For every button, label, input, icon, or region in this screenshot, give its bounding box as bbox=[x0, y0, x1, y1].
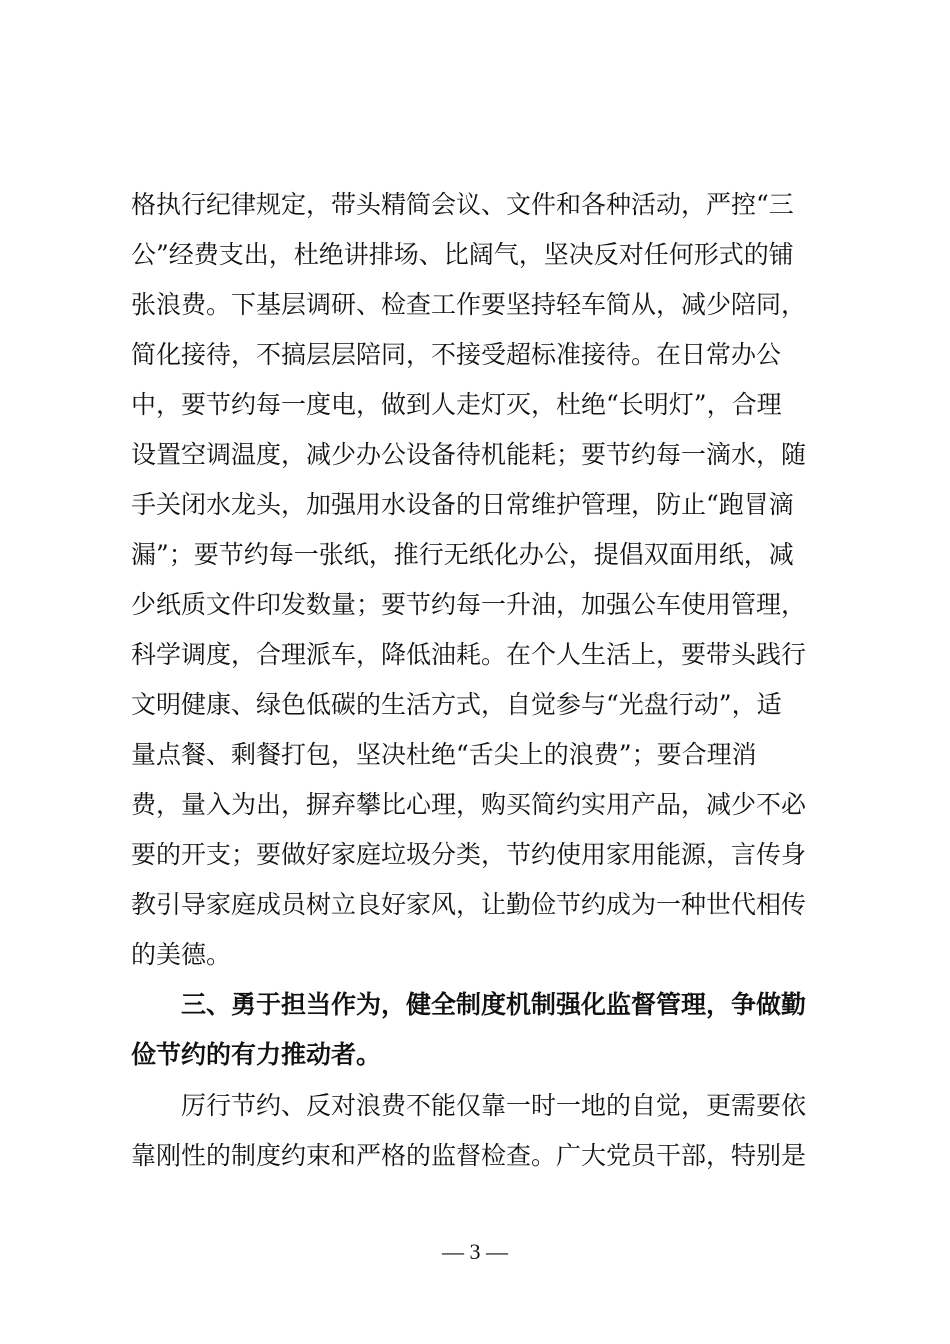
body-line: 要的开支；要做好家庭垃圾分类，节约使用家用能源，言传身 bbox=[131, 840, 807, 869]
body-line: 的美德。 bbox=[131, 940, 232, 969]
body-line: 靠刚性的制度约束和严格的监督检查。广大党员干部，特别是 bbox=[131, 1141, 807, 1170]
body-line: 公”经费支出，杜绝讲排场、比阔气，坚决反对任何形式的铺 bbox=[131, 240, 794, 269]
body-line: 漏”；要节约每一张纸，推行无纸化办公，提倡双面用纸，减 bbox=[131, 540, 794, 569]
body-line: 简化接待，不搞层层陪同，不接受超标准接待。在日常办公 bbox=[131, 340, 782, 369]
body-line: 手关闭水龙头，加强用水设备的日常维护管理，防止“跑冒滴 bbox=[131, 490, 794, 519]
body-line: 张浪费。下基层调研、检查工作要坚持轻车简从，减少陪同， bbox=[131, 290, 807, 319]
section-heading-line: 俭节约的有力推动者。 bbox=[131, 1040, 382, 1069]
body-line: 教引导家庭成员树立良好家风，让勤俭节约成为一种世代相传 bbox=[131, 890, 807, 919]
body-line: 科学调度，合理派车，降低油耗。在个人生活上，要带头践行 bbox=[131, 640, 807, 669]
body-line: 文明健康、绿色低碳的生活方式，自觉参与“光盘行动”，适 bbox=[131, 690, 782, 719]
body-line: 费，量入为出，摒弃攀比心理，购买简约实用产品，减少不必 bbox=[131, 790, 807, 819]
body-line: 少纸质文件印发数量；要节约每一升油，加强公车使用管理， bbox=[131, 590, 807, 619]
body-line: 中，要节约每一度电，做到人走灯灭，杜绝“长明灯”，合理 bbox=[131, 390, 782, 419]
section-heading-line: 三、勇于担当作为，健全制度机制强化监督管理，争做勤 bbox=[181, 990, 807, 1019]
page-number: — 3 — bbox=[442, 1239, 508, 1264]
body-line: 量点餐、剩餐打包，坚决杜绝“舌尖上的浪费”；要合理消 bbox=[131, 740, 757, 769]
body-line: 设置空调温度，减少办公设备待机能耗；要节约每一滴水，随 bbox=[131, 440, 807, 469]
body-line: 厉行节约、反对浪费不能仅靠一时一地的自觉，更需要依 bbox=[181, 1091, 807, 1120]
body-line: 格执行纪律规定，带头精简会议、文件和各种活动，严控“三 bbox=[131, 190, 794, 219]
